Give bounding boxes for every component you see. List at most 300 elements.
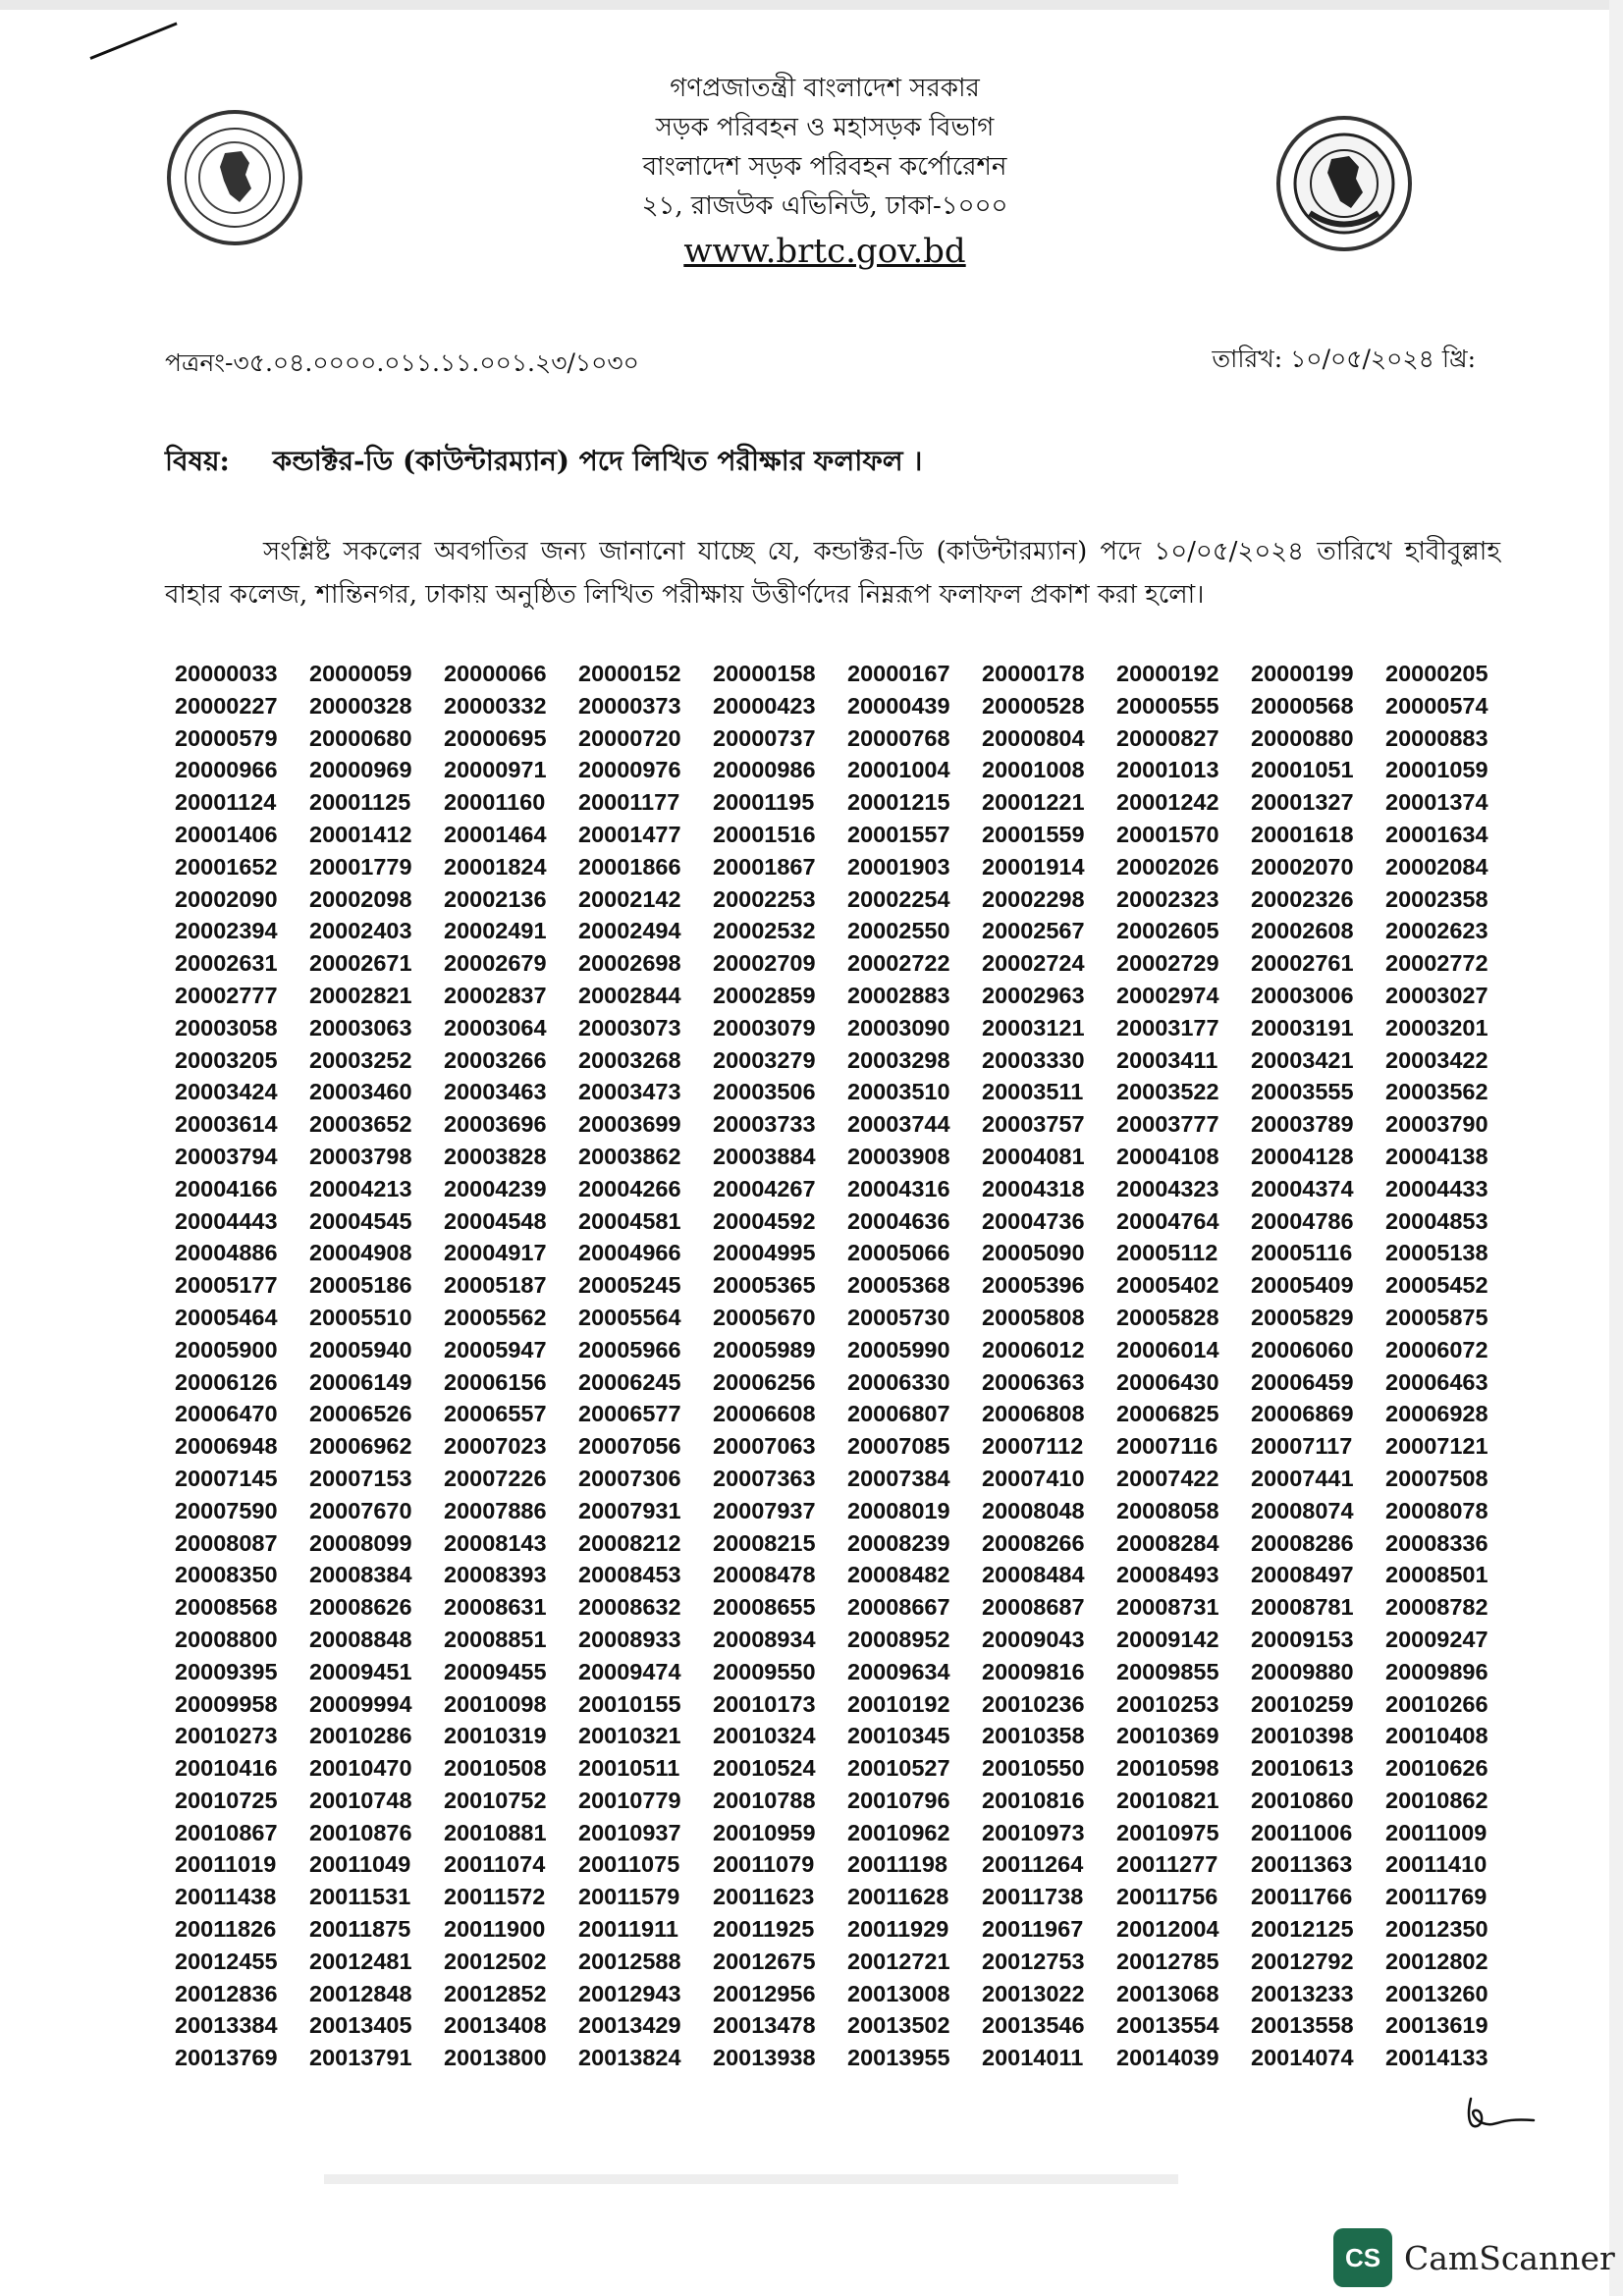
roll-number: 20008952 — [847, 1626, 950, 1652]
roll-number: 20002883 — [847, 982, 950, 1008]
roll-number: 20005402 — [1116, 1272, 1219, 1299]
roll-number: 20010319 — [444, 1723, 547, 1749]
roll-number: 20003058 — [175, 1014, 278, 1041]
roll-number: 20001195 — [713, 789, 815, 816]
roll-number: 20013769 — [175, 2045, 278, 2071]
roll-number: 20006869 — [1251, 1401, 1354, 1427]
roll-number: 20003510 — [847, 1079, 950, 1105]
roll-number: 20008497 — [1251, 1562, 1354, 1588]
roll-number: 20001124 — [175, 789, 277, 816]
roll-number: 20005989 — [713, 1336, 816, 1362]
roll-number: 20005409 — [1251, 1272, 1354, 1299]
roll-number: 20008687 — [982, 1594, 1085, 1621]
roll-number: 20007023 — [444, 1433, 547, 1460]
roll-number: 20007085 — [847, 1433, 950, 1460]
roll-number: 20005510 — [309, 1304, 412, 1330]
roll-number: 20001866 — [578, 853, 681, 880]
roll-number: 20000883 — [1385, 724, 1488, 751]
roll-number: 20009880 — [1251, 1658, 1354, 1684]
roll-number: 20000066 — [444, 661, 547, 686]
roll-number: 20011363 — [1251, 1851, 1353, 1878]
roll-number: 20005177 — [175, 1272, 278, 1299]
roll-number: 20012004 — [1116, 1916, 1219, 1943]
roll-number: 20000680 — [309, 724, 412, 751]
roll-number: 20014039 — [1116, 2045, 1219, 2071]
roll-number: 20004581 — [578, 1207, 681, 1234]
roll-number: 20001013 — [1116, 757, 1219, 783]
roll-number: 20007590 — [175, 1497, 278, 1523]
roll-number: 20005396 — [982, 1272, 1085, 1299]
roll-number: 20003862 — [578, 1143, 681, 1169]
roll-number: 20012350 — [1385, 1916, 1488, 1943]
roll-number: 20000167 — [847, 661, 950, 686]
roll-number: 20007116 — [1116, 1433, 1218, 1460]
roll-number: 20010860 — [1251, 1787, 1354, 1813]
roll-number: 20006245 — [578, 1368, 681, 1395]
roll-number: 20008143 — [444, 1529, 547, 1556]
roll-number: 20003473 — [578, 1079, 681, 1105]
roll-number: 20011911 — [578, 1916, 678, 1943]
roll-number: 20009451 — [309, 1658, 412, 1684]
roll-number: 20000768 — [847, 724, 950, 751]
roll-number: 20004736 — [982, 1207, 1085, 1234]
roll-number: 20012802 — [1385, 1948, 1488, 1974]
roll-number: 20004267 — [713, 1175, 816, 1201]
roll-number: 20002709 — [713, 950, 816, 977]
roll-number: 20000804 — [982, 724, 1085, 751]
roll-number: 20005116 — [1251, 1240, 1353, 1266]
roll-number: 20012502 — [444, 1948, 547, 1974]
roll-number: 20000199 — [1251, 661, 1354, 686]
roll-number: 20004636 — [847, 1207, 950, 1234]
roll-number: 20009142 — [1116, 1626, 1219, 1652]
roll-number: 20013068 — [1116, 1980, 1219, 2006]
roll-number: 20009958 — [175, 1690, 278, 1717]
roll-number: 20010511 — [578, 1755, 680, 1782]
roll-number: 20003421 — [1251, 1046, 1354, 1073]
roll-number: 20013800 — [444, 2045, 547, 2071]
roll-number: 20000971 — [444, 757, 547, 783]
roll-number: 20000695 — [444, 724, 547, 751]
roll-number: 20006256 — [713, 1368, 816, 1395]
roll-number: 20001406 — [175, 821, 278, 847]
roll-number: 20002298 — [982, 885, 1085, 912]
roll-number: 20005562 — [444, 1304, 547, 1330]
roll-number: 20003757 — [982, 1111, 1085, 1138]
roll-number: 20008782 — [1385, 1594, 1488, 1621]
roll-number: 20000332 — [444, 692, 547, 719]
roll-number: 20010748 — [309, 1787, 412, 1813]
roll-number: 20005947 — [444, 1336, 547, 1362]
roll-number: 20008284 — [1116, 1529, 1219, 1556]
roll-number: 20006808 — [982, 1401, 1085, 1427]
subject-label: বিষয়: — [165, 445, 230, 477]
roll-number: 20012588 — [578, 1948, 681, 1974]
roll-number: 20011967 — [982, 1916, 1084, 1943]
roll-number: 20007441 — [1251, 1465, 1354, 1491]
roll-number: 20003027 — [1385, 982, 1488, 1008]
roll-number: 20002084 — [1385, 853, 1488, 880]
roll-number: 20002821 — [309, 982, 412, 1008]
roll-number: 20011766 — [1251, 1884, 1353, 1910]
roll-number: 20004433 — [1385, 1175, 1488, 1201]
scan-edge-top — [0, 0, 1623, 10]
roll-number: 20004966 — [578, 1240, 681, 1266]
roll-number: 20008848 — [309, 1626, 412, 1652]
notice-body: সংশ্লিষ্ট সকলের অবগতির জন্য জানানো যাচ্ছে যে, কন্ডাক্টর-ডি (কাউন্টারম্যান) পদে ১০/০৫/২০২৪ তারিখে হাবীবুল্লাহ বাহার কলেজ, শান্তিনগর, ঢাকায় অনুষ্ঠিত লিখিত পরীক্ষায় উত্তীর্ণদের নিম্নরূপ ফলাফল প্রকাশ করা হলো। — [165, 537, 1500, 610]
roll-number: 20003422 — [1385, 1046, 1488, 1073]
roll-number: 20003744 — [847, 1111, 950, 1138]
roll-number: 20006149 — [309, 1368, 412, 1395]
roll-number: 20000574 — [1385, 692, 1488, 719]
roll-number: 20001160 — [444, 789, 546, 816]
roll-number: 20002253 — [713, 885, 816, 912]
roll-number: 20001779 — [309, 853, 412, 880]
roll-number: 20007508 — [1385, 1465, 1488, 1491]
roll-number: 20004908 — [309, 1240, 412, 1266]
roll-number: 20001242 — [1116, 789, 1219, 816]
roll-number: 20012125 — [1251, 1916, 1354, 1943]
roll-number: 20001516 — [713, 821, 816, 847]
roll-number: 20005066 — [847, 1240, 950, 1266]
roll-number: 20010862 — [1385, 1787, 1488, 1813]
roll-number: 20007422 — [1116, 1465, 1219, 1491]
roll-number: 20003279 — [713, 1046, 816, 1073]
roll-number: 20002772 — [1385, 950, 1488, 977]
roll-number: 20013233 — [1251, 1980, 1354, 2006]
roll-number: 20010788 — [713, 1787, 816, 1813]
roll-number-grid — [175, 658, 1520, 2074]
roll-number: 20008286 — [1251, 1529, 1354, 1556]
roll-number: 20010324 — [713, 1723, 816, 1749]
signature — [1463, 2089, 1542, 2142]
roll-number: 20007937 — [713, 1497, 816, 1523]
letterhead-organization: বাংলাদেশ সড়ক পরিবহন কর্পোরেশন — [642, 152, 1007, 182]
roll-number: 20002090 — [175, 885, 278, 912]
roll-number: 20010508 — [444, 1755, 547, 1782]
roll-number: 20012455 — [175, 1948, 278, 1974]
roll-number: 20005564 — [578, 1304, 681, 1330]
roll-number: 20002394 — [175, 918, 278, 944]
roll-number: 20008087 — [175, 1529, 278, 1556]
roll-number: 20008934 — [713, 1626, 816, 1652]
roll-number: 20007306 — [578, 1465, 681, 1491]
roll-number: 20008350 — [175, 1562, 278, 1588]
roll-number: 20013502 — [847, 2012, 950, 2039]
roll-number: 20010408 — [1385, 1723, 1488, 1749]
roll-number: 20010527 — [847, 1755, 950, 1782]
roll-number: 20014011 — [982, 2045, 1084, 2071]
roll-number: 20012721 — [847, 1948, 950, 1974]
roll-number: 20000328 — [309, 692, 412, 719]
roll-number: 20003696 — [444, 1111, 547, 1138]
roll-number: 20002777 — [175, 982, 278, 1008]
roll-number: 20007363 — [713, 1465, 816, 1491]
roll-number: 20008731 — [1116, 1594, 1219, 1621]
website-link[interactable]: www.brtc.gov.bd — [683, 232, 966, 271]
roll-number: 20002491 — [444, 918, 547, 944]
roll-number: 20006557 — [444, 1401, 547, 1427]
roll-number: 20011756 — [1116, 1884, 1218, 1910]
roll-number: 20005368 — [847, 1272, 950, 1299]
roll-number: 20008239 — [847, 1529, 950, 1556]
roll-number: 20003652 — [309, 1111, 412, 1138]
roll-number: 20001215 — [847, 789, 950, 816]
roll-number: 20000966 — [175, 757, 278, 783]
roll-number: 20003330 — [982, 1046, 1085, 1073]
roll-number: 20000827 — [1116, 724, 1219, 751]
roll-number: 20008099 — [309, 1529, 412, 1556]
roll-number: 20009153 — [1251, 1626, 1354, 1652]
roll-number: 20008393 — [444, 1562, 547, 1588]
roll-number: 20000152 — [578, 661, 681, 686]
roll-number: 20008501 — [1385, 1562, 1488, 1588]
roll-number: 20012848 — [309, 1980, 412, 2006]
roll-number: 20005245 — [578, 1272, 681, 1299]
roll-number: 20004443 — [175, 1207, 278, 1234]
roll-number: 20005464 — [175, 1304, 278, 1330]
roll-number: 20005452 — [1385, 1272, 1488, 1299]
roll-number: 20005365 — [713, 1272, 816, 1299]
roll-number: 20001477 — [578, 821, 681, 847]
roll-number: 20004323 — [1116, 1175, 1219, 1201]
roll-number: 20013429 — [578, 2012, 681, 2039]
roll-number: 20003511 — [982, 1079, 1084, 1105]
roll-number: 20013022 — [982, 1980, 1085, 2006]
roll-number: 20013260 — [1385, 1980, 1488, 2006]
roll-number: 20011769 — [1385, 1884, 1488, 1910]
roll-number: 20003063 — [309, 1014, 412, 1041]
roll-number: 20001903 — [847, 853, 950, 880]
roll-number: 20003506 — [713, 1079, 816, 1105]
roll-number: 20005990 — [847, 1336, 950, 1362]
roll-number: 20006072 — [1385, 1336, 1488, 1362]
roll-number: 20000227 — [175, 692, 278, 719]
roll-number: 20010098 — [444, 1690, 547, 1717]
roll-number: 20003828 — [444, 1143, 547, 1169]
roll-number: 20001374 — [1385, 789, 1488, 816]
roll-number: 20009247 — [1385, 1626, 1488, 1652]
roll-number: 20005670 — [713, 1304, 816, 1330]
roll-number: 20003079 — [713, 1014, 816, 1041]
roll-number: 20007145 — [175, 1465, 278, 1491]
roll-number: 20002729 — [1116, 950, 1219, 977]
roll-number: 20003777 — [1116, 1111, 1219, 1138]
roll-number: 20003064 — [444, 1014, 547, 1041]
roll-number: 20003424 — [175, 1079, 278, 1105]
roll-number: 20010286 — [309, 1723, 412, 1749]
roll-number: 20002136 — [444, 885, 547, 912]
camscanner-logo-icon: CS — [1333, 2228, 1392, 2287]
scan-edge-right — [1609, 0, 1623, 2296]
roll-number: 20002761 — [1251, 950, 1354, 977]
roll-number: 20009855 — [1116, 1658, 1219, 1684]
roll-number: 20007886 — [444, 1497, 547, 1523]
roll-number: 20012836 — [175, 1980, 278, 2006]
roll-number: 20011826 — [175, 1916, 277, 1943]
roll-number: 20009896 — [1385, 1658, 1488, 1684]
roll-number: 20008667 — [847, 1594, 950, 1621]
roll-number: 20010321 — [578, 1723, 681, 1749]
roll-number: 20006330 — [847, 1368, 950, 1395]
roll-number: 20003266 — [444, 1046, 547, 1073]
roll-number: 20000178 — [982, 661, 1085, 686]
roll-number: 20008019 — [847, 1497, 950, 1523]
roll-number: 20010598 — [1116, 1755, 1219, 1782]
roll-number: 20001221 — [982, 789, 1085, 816]
roll-number: 20001652 — [175, 853, 278, 880]
roll-number: 20005138 — [1385, 1240, 1488, 1266]
roll-number: 20002532 — [713, 918, 816, 944]
roll-number: 20000579 — [175, 724, 278, 751]
roll-number: 20008212 — [578, 1529, 681, 1556]
roll-number: 20003790 — [1385, 1111, 1488, 1138]
roll-number: 20003298 — [847, 1046, 950, 1073]
roll-number: 20011049 — [309, 1851, 411, 1878]
roll-number: 20012753 — [982, 1948, 1085, 1974]
roll-number: 20003733 — [713, 1111, 816, 1138]
roll-number: 20000158 — [713, 661, 816, 686]
roll-number: 20011079 — [713, 1851, 815, 1878]
roll-number: 20001125 — [309, 789, 411, 816]
roll-number: 20008781 — [1251, 1594, 1354, 1621]
roll-number: 20002567 — [982, 918, 1085, 944]
roll-number: 20011623 — [713, 1884, 815, 1910]
roll-number: 20001051 — [1251, 757, 1354, 783]
roll-number: 20008074 — [1251, 1497, 1354, 1523]
roll-number: 20009634 — [847, 1658, 950, 1684]
roll-number: 20002494 — [578, 918, 681, 944]
roll-number: 20013824 — [578, 2045, 681, 2071]
roll-number: 20006526 — [309, 1401, 412, 1427]
letterhead-division: সড়ক পরিবহন ও মহাসড়ক বিভাগ — [655, 113, 995, 142]
roll-number: 20004239 — [444, 1175, 547, 1201]
camscanner-label: CamScanner — [1404, 2238, 1615, 2277]
roll-number: 20004213 — [309, 1175, 412, 1201]
roll-number: 20007117 — [1251, 1433, 1353, 1460]
roll-number: 20006363 — [982, 1368, 1085, 1395]
roll-number: 20013558 — [1251, 2012, 1354, 2039]
roll-number: 20001004 — [847, 757, 950, 783]
roll-number: 20005828 — [1116, 1304, 1219, 1330]
roll-number: 20004108 — [1116, 1143, 1219, 1169]
roll-number: 20011019 — [175, 1851, 277, 1878]
roll-number: 20010937 — [578, 1819, 681, 1845]
roll-number: 20010881 — [444, 1819, 547, 1845]
roll-number: 20007112 — [982, 1433, 1084, 1460]
roll-number: 20009994 — [309, 1690, 412, 1717]
roll-number: 20008058 — [1116, 1497, 1219, 1523]
roll-number: 20007056 — [578, 1433, 681, 1460]
roll-number: 20013791 — [309, 2045, 412, 2071]
roll-number: 20005187 — [444, 1272, 547, 1299]
roll-number: 20000192 — [1116, 661, 1219, 686]
roll-number: 20010155 — [578, 1690, 681, 1717]
roll-number: 20008800 — [175, 1626, 278, 1652]
roll-number: 20004917 — [444, 1240, 547, 1266]
roll-number: 20006928 — [1385, 1401, 1488, 1427]
roll-number: 20004548 — [444, 1207, 547, 1234]
roll-number: 20001327 — [1251, 789, 1354, 816]
roll-number: 20014133 — [1385, 2045, 1488, 2071]
roll-number: 20006430 — [1116, 1368, 1219, 1395]
roll-number: 20004138 — [1385, 1143, 1488, 1169]
roll-number: 20011925 — [713, 1916, 815, 1943]
roll-number: 20013554 — [1116, 2012, 1219, 2039]
roll-number: 20001412 — [309, 821, 412, 847]
roll-number: 20008482 — [847, 1562, 950, 1588]
roll-number: 20013008 — [847, 1980, 950, 2006]
subject-text: কন্ডাক্টর-ডি (কাউন্টারম্যান) পদে লিখিত পরীক্ষার ফলাফল । — [272, 445, 923, 477]
roll-number: 20010192 — [847, 1690, 950, 1717]
roll-number: 20010524 — [713, 1755, 816, 1782]
roll-number: 20003699 — [578, 1111, 681, 1138]
roll-number: 20008336 — [1385, 1529, 1488, 1556]
roll-number: 20001464 — [444, 821, 547, 847]
roll-number: 20008626 — [309, 1594, 412, 1621]
roll-number: 20013938 — [713, 2045, 816, 2071]
roll-number: 20002974 — [1116, 982, 1219, 1008]
roll-number: 20007226 — [444, 1465, 547, 1491]
roll-number: 20010973 — [982, 1819, 1085, 1845]
roll-number: 20000737 — [713, 724, 816, 751]
roll-number: 20011875 — [309, 1916, 411, 1943]
roll-number: 20002722 — [847, 950, 950, 977]
roll-number: 20000969 — [309, 757, 412, 783]
roll-number: 20008493 — [1116, 1562, 1219, 1588]
roll-number: 20002724 — [982, 950, 1085, 977]
roll-number: 20005940 — [309, 1336, 412, 1362]
roll-number: 20010416 — [175, 1755, 278, 1782]
roll-number: 20000568 — [1251, 692, 1354, 719]
roll-number: 20008266 — [982, 1529, 1085, 1556]
roll-number: 20010867 — [175, 1819, 278, 1845]
roll-number: 20000880 — [1251, 724, 1354, 751]
subject-line — [165, 440, 922, 486]
roll-number: 20009550 — [713, 1658, 816, 1684]
roll-number: 20005829 — [1251, 1304, 1354, 1330]
memo-number: পত্রনং-৩৫.০৪.০০০০.০১১.১১.০০১.২৩/১০৩০ — [165, 348, 639, 377]
roll-number: 20005808 — [982, 1304, 1085, 1330]
roll-number: 20007121 — [1385, 1433, 1488, 1460]
roll-number: 20006948 — [175, 1433, 278, 1460]
roll-number: 20005966 — [578, 1336, 681, 1362]
roll-number: 20002026 — [1116, 853, 1219, 880]
roll-number: 20010816 — [982, 1787, 1085, 1813]
roll-number: 20002859 — [713, 982, 816, 1008]
pen-mark — [89, 23, 177, 60]
roll-number: 20011579 — [578, 1884, 680, 1910]
roll-number: 20011009 — [1385, 1819, 1488, 1845]
roll-number: 20010236 — [982, 1690, 1085, 1717]
roll-number: 20013408 — [444, 2012, 547, 2039]
roll-number: 20010876 — [309, 1819, 412, 1845]
roll-number: 20002671 — [309, 950, 412, 977]
roll-number: 20008384 — [309, 1562, 412, 1588]
roll-number: 20013384 — [175, 2012, 278, 2039]
roll-number: 20002098 — [309, 885, 412, 912]
roll-number: 20004081 — [982, 1143, 1085, 1169]
roll-number: 20000555 — [1116, 692, 1219, 719]
roll-number: 20011929 — [847, 1916, 949, 1943]
roll-number: 20006014 — [1116, 1336, 1219, 1362]
roll-number: 20010345 — [847, 1723, 950, 1749]
roll-number: 20008215 — [713, 1529, 816, 1556]
roll-number: 20011074 — [444, 1851, 546, 1878]
roll-number: 20008048 — [982, 1497, 1085, 1523]
roll-number: 20002142 — [578, 885, 681, 912]
roll-number: 20005875 — [1385, 1304, 1488, 1330]
